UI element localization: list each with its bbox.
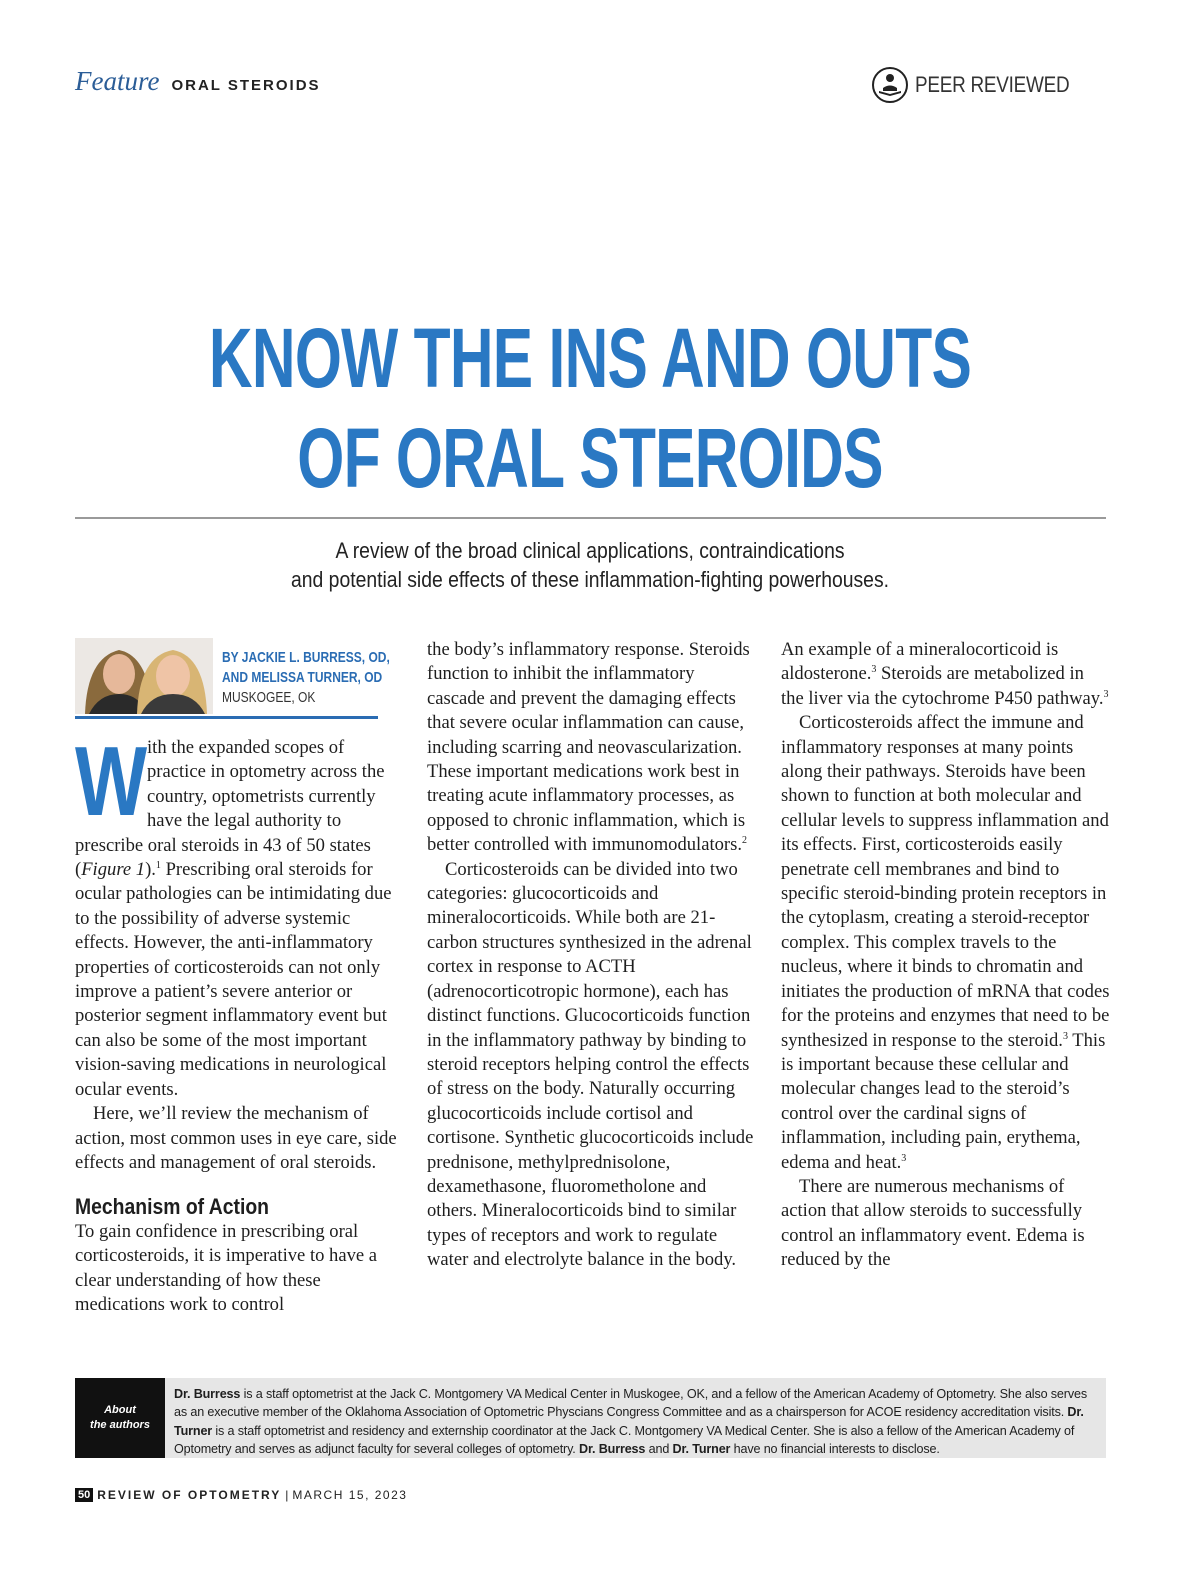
citation: 3 [871,664,877,676]
bio-text: have no financial interests to disclose. [730,1442,940,1457]
figure-reference: Figure 1 [81,859,146,881]
citation: 3 [901,1152,907,1164]
issue-date: MARCH 15, 2023 [292,1488,408,1502]
authors-portrait-icon [75,638,213,714]
section-label: ORAL STEROIDS [171,77,321,94]
paragraph-review: Here, we’ll review the mechanism of action, most common uses in eye care, side effects and management of oral steroids. [75,1103,397,1173]
title-line-2: OF ORAL STEROIDS [297,411,883,505]
page-footer [75,1488,407,1502]
citation: 2 [742,835,748,847]
paragraph-text: Steroids are metabolized in the liver via the cytochrome P450 pathway. [781,663,1104,709]
paragraph-text: This is important because these cellular and molecular changes lead to the steroid’s control over the cardinal signs of inflammation, including pain, erythema, edema and heat. [781,1029,1106,1173]
section-heading: Mechanism of Action [75,1194,269,1220]
paragraph-text: Corticosteroids affect the immune and inflammatory responses at many points along their pathways. Steroids have been shown to function at both molecular and cellular levels to suppress inflammation and its effects. First, corticosteroids easily penetrate cell membranes and bind to specific steroid-binding protein receptors in the cytoplasm, creating a steroid-receptor complex. This complex travels to the nucleus, where it binds to chromatin and initiates the production of mRNA that codes for the proteins and enzymes that need to be synthesized in response to the steroid. [781,712,1110,1051]
footer-separator: | [285,1488,289,1502]
author-name: Dr. Turner [174,1405,1084,1438]
paragraph-mechanisms: There are numerous mechanisms of action that allow steroids to successfully control an inflammatory event. Edema is reduced by the [781,1175,1085,1271]
author-names-2: AND MELISSA TURNER, OD [222,669,383,686]
drop-cap: W [75,726,148,836]
bio-text: and [645,1442,673,1457]
author-names-1: BY JACKIE L. BURRESS, OD, [222,649,390,666]
author-name: Dr. Turner [672,1442,731,1457]
about-label-line-2: the authors [90,1419,150,1431]
intro-text-punct: ). [145,859,156,881]
peer-reviewed-text: PEER REVIEWED [914,72,1069,97]
citation: 1 [155,859,161,871]
running-header [75,66,321,97]
citation: 3 [1103,688,1109,700]
magazine-name: REVIEW OF OPTOMETRY [97,1488,282,1502]
page-number: 50 [75,1488,93,1502]
about-text [165,1378,1106,1458]
citation: 3 [1062,1030,1068,1042]
intro-paragraph-block [75,726,397,1175]
column-3 [781,638,1111,1273]
article-subtitle [0,536,1180,594]
peer-reviewed-badge [871,66,1094,104]
byline-rule [75,716,378,719]
paragraph-inflammation [427,638,755,858]
intro-text-end: Prescribing oral steroids for ocular pathologies can be intimidating due to the possibility of adverse systemic effects. However, the anti-inflammatory properties of corticosteroids can not only improve a patient’s severe anterior or posterior segment inflammatory event but can also be some of the most important vision-saving medications in neurological ocular events. [75,859,392,1100]
column-2 [427,638,755,1273]
column-1 [75,638,397,1317]
paragraph-aldosterone [781,638,1111,711]
author-name: Dr. Burress [174,1387,241,1401]
bio-text: is a staff optometrist and residency and externship coordinator at the Jack C. Montgomery VA Medical Center. She is also a fellow of the American Academy of Optometry and serves as adjunct faculty for several colleges of optometry. [174,1423,1075,1457]
paragraph-text: the body’s inflammatory response. Steroids function to inhibit the inflammatory cascade and prevent the damaging effects that severe ocular inflammation can cause, including scarring and neovascularization. These important medications work best in treating acute inflammatory processes, as opposed to chronic inflammation, which is better controlled with immunomodulators. [427,639,750,856]
subtitle-line-1: A review of the broad clinical applications, contraindications [335,538,845,563]
article-title [0,308,1180,508]
paragraph-text: An example of a mineralocorticoid is aldosterone. [781,639,1059,685]
feature-label: Feature [75,66,160,96]
bio-text: is a staff optometrist at the Jack C. Montgomery VA Medical Center in Muskogee, OK, and a fellow of the American Academy of Optometry. She also serves as an executive member of the Oklahoma Association of Optometric Physcians Congress Committee and as a chairsperson for ACOE residency accreditation visits. [174,1387,1087,1420]
about-the-authors [75,1378,1106,1458]
author-name: Dr. Burress [579,1442,646,1457]
byline-text [222,648,432,708]
title-line-1: KNOW THE INS AND OUTS [208,311,972,405]
reader-icon [871,66,909,104]
paragraph-categories: Corticosteroids can be divided into two categories: glucocorticoids and mineralocorticoids. While both are 21-carbon structures synthesized in the adrenal cortex in response to ACTH (adrenocorticotropic hormone), each has distinct functions. Glucocorticoids function in the inflammatory pathway by binding to steroid receptors helping control the effects of stress on the body. Naturally occurring glucocorticoids include cortisol and cortisone. Synthetic glucocorticoids include prednisone, methylprednisolone, dexamethasone, fluorometholone and others. Mineralocorticoids bind to similar types of receptors and work to regulate water and electrolyte balance in the body. [427,858,754,1271]
paragraph-immune [781,711,1111,1175]
title-divider [75,517,1106,519]
intro-text: ith the expanded scopes of practice in optometry across the country, optometrists currently have the legal authority to prescribe oral steroids in 43 of 50 states ( [75,737,385,881]
about-label [75,1378,165,1458]
about-label-line-1: About [104,1404,136,1416]
paragraph-mechanism: To gain confidence in prescribing oral corticosteroids, it is imperative to have a clear understanding of how these medications work to control [75,1220,378,1315]
subtitle-line-2: and potential side effects of these inflammation-fighting powerhouses. [290,567,890,592]
byline [75,638,397,718]
author-location: MUSKOGEE, OK [222,689,316,706]
authors-photo [75,638,213,714]
